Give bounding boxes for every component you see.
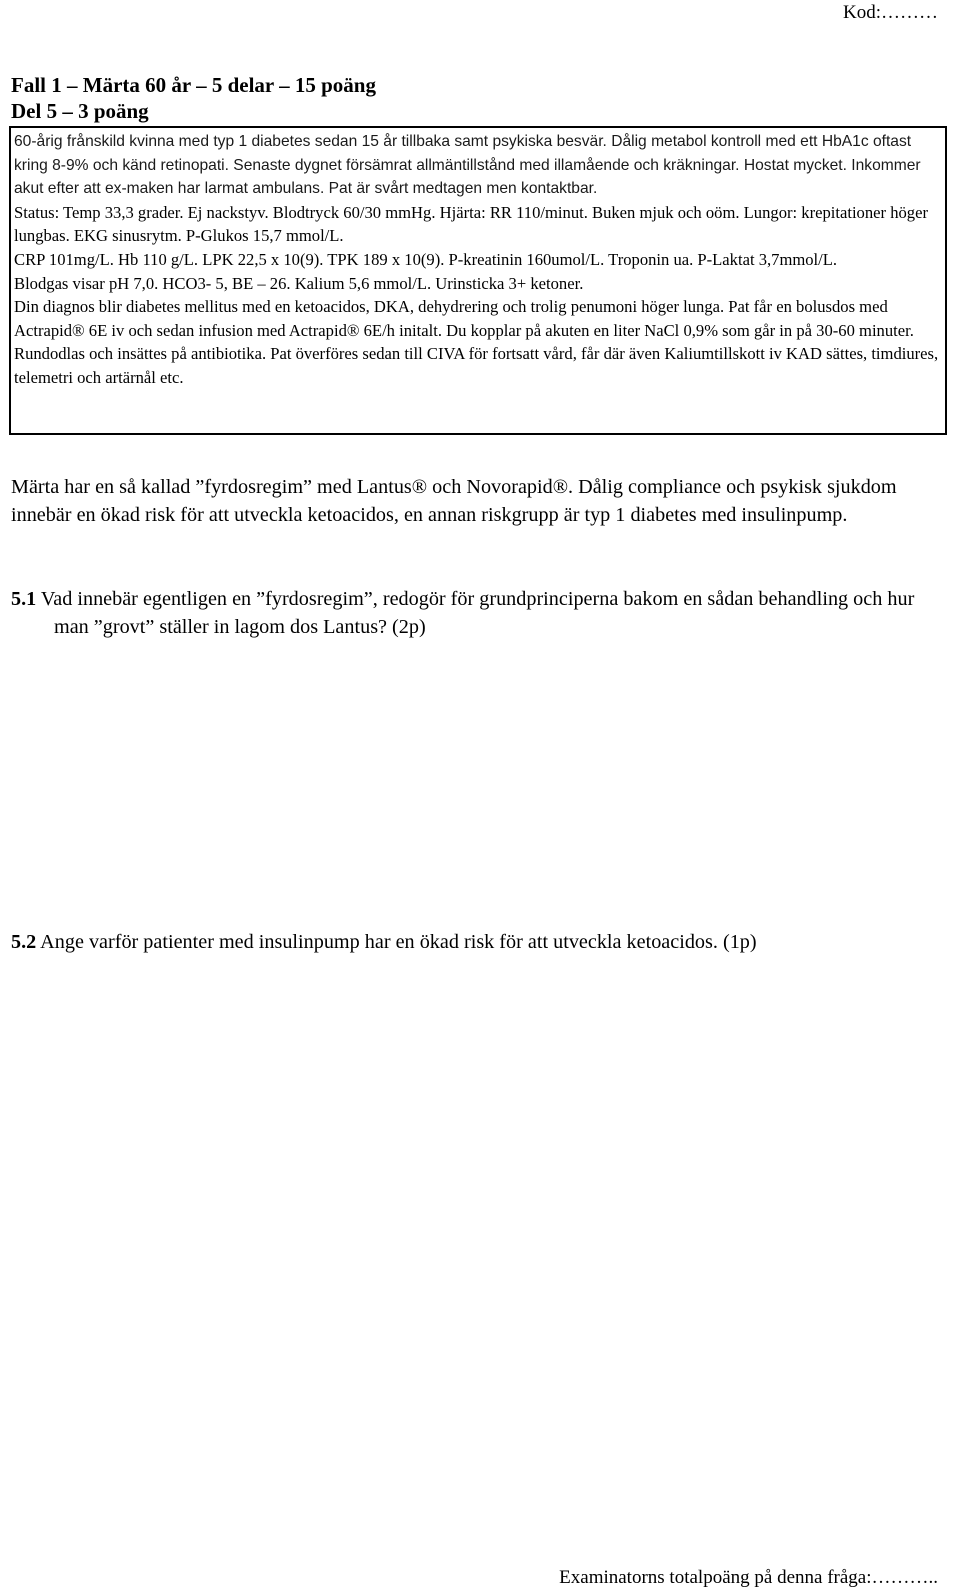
case-title: Fall 1 – Märta 60 år – 5 delar – 15 poäng — [11, 73, 376, 97]
case-history: 60-årig frånskild kvinna med typ 1 diabetes sedan 15 år tillbaka samt psykiska besvär. Dålig metabol kontroll med ett HbA1c oftast kring 8-9% och känd retinopati. Senaste dygnet försämrat allmäntillstånd med illamående och kräkningar. Hostat mycket. Inkommer akut efter att ex-maken har larmat ambulans. Pat är svårt medtagen men kontaktbar. — [14, 133, 921, 198]
case-status: Status: Temp 33,3 grader. Ej nackstyv. Blodtryck 60/30 mmHg. Hjärta: RR 110/minut. Buken mjuk och oöm. Lungor: krepitationer höger lungbas. EKG sinusrytm. P-Glukos 15,7 mmol/L. — [14, 202, 928, 246]
question-number: 5.1 — [11, 588, 37, 610]
question-number: 5.2 — [11, 931, 37, 953]
case-diagnosis: Din diagnos blir diabetes mellitus med en ketoacidos, DKA, dehydrering och trolig penumoni höger lunga. Pat får en bolusdos med Actrapid® 6E iv och sedan infusion med Actrapid® 6E/h initalt. Du kopplar på akuten en liter NaCl 0,9% som går in på 30-60 minuter. Rundodlas och insättes på antibiotika. Pat överföres sedan till CIVA för fortsatt vård, får där även Kaliumtillskott iv KAD sättes, timdiures, telemetri och artärnål etc. — [14, 297, 939, 387]
intro-paragraph: Märta har en så kallad ”fyrdosregim” med Lantus® och Novorapid®. Dålig compliance och psykisk sjukdom innebär en ökad risk för att utveckla ketoacidos, en annan riskgrupp är typ 1 diabetes med insulinpump. — [11, 476, 897, 526]
code-field-label: Kod:……… — [843, 2, 938, 23]
part-title: Del 5 – 3 poäng — [11, 99, 149, 123]
question-text: Vad innebär egentligen en ”fyrdosregim”, redogör för grundprinciperna bakom en sådan behandling och hur man ”grovt” ställer in lagom dos Lantus? (2p) — [40, 588, 915, 638]
question-5-2 — [11, 928, 946, 956]
case-bloodgas: Blodgas visar pH 7,0. HCO3- 5, BE – 26. Kalium 5,6 mmol/L. Urinsticka 3+ ketoner. — [14, 273, 584, 293]
question-text: Ange varför patienter med insulinpump har en ökad risk för att utveckla ketoacidos. (1p) — [40, 931, 757, 953]
case-labs: CRP 101mg/L. Hb 110 g/L. LPK 22,5 x 10(9). TPK 189 x 10(9). P-kreatinin 160umol/L. Troponin ua. P-Laktat 3,7mmol/L. — [14, 249, 838, 269]
examiner-total-score: Examinatorns totalpoäng på denna fråga:……….. — [559, 1567, 938, 1588]
case-description-box — [9, 126, 947, 435]
question-5-1 — [11, 585, 946, 641]
